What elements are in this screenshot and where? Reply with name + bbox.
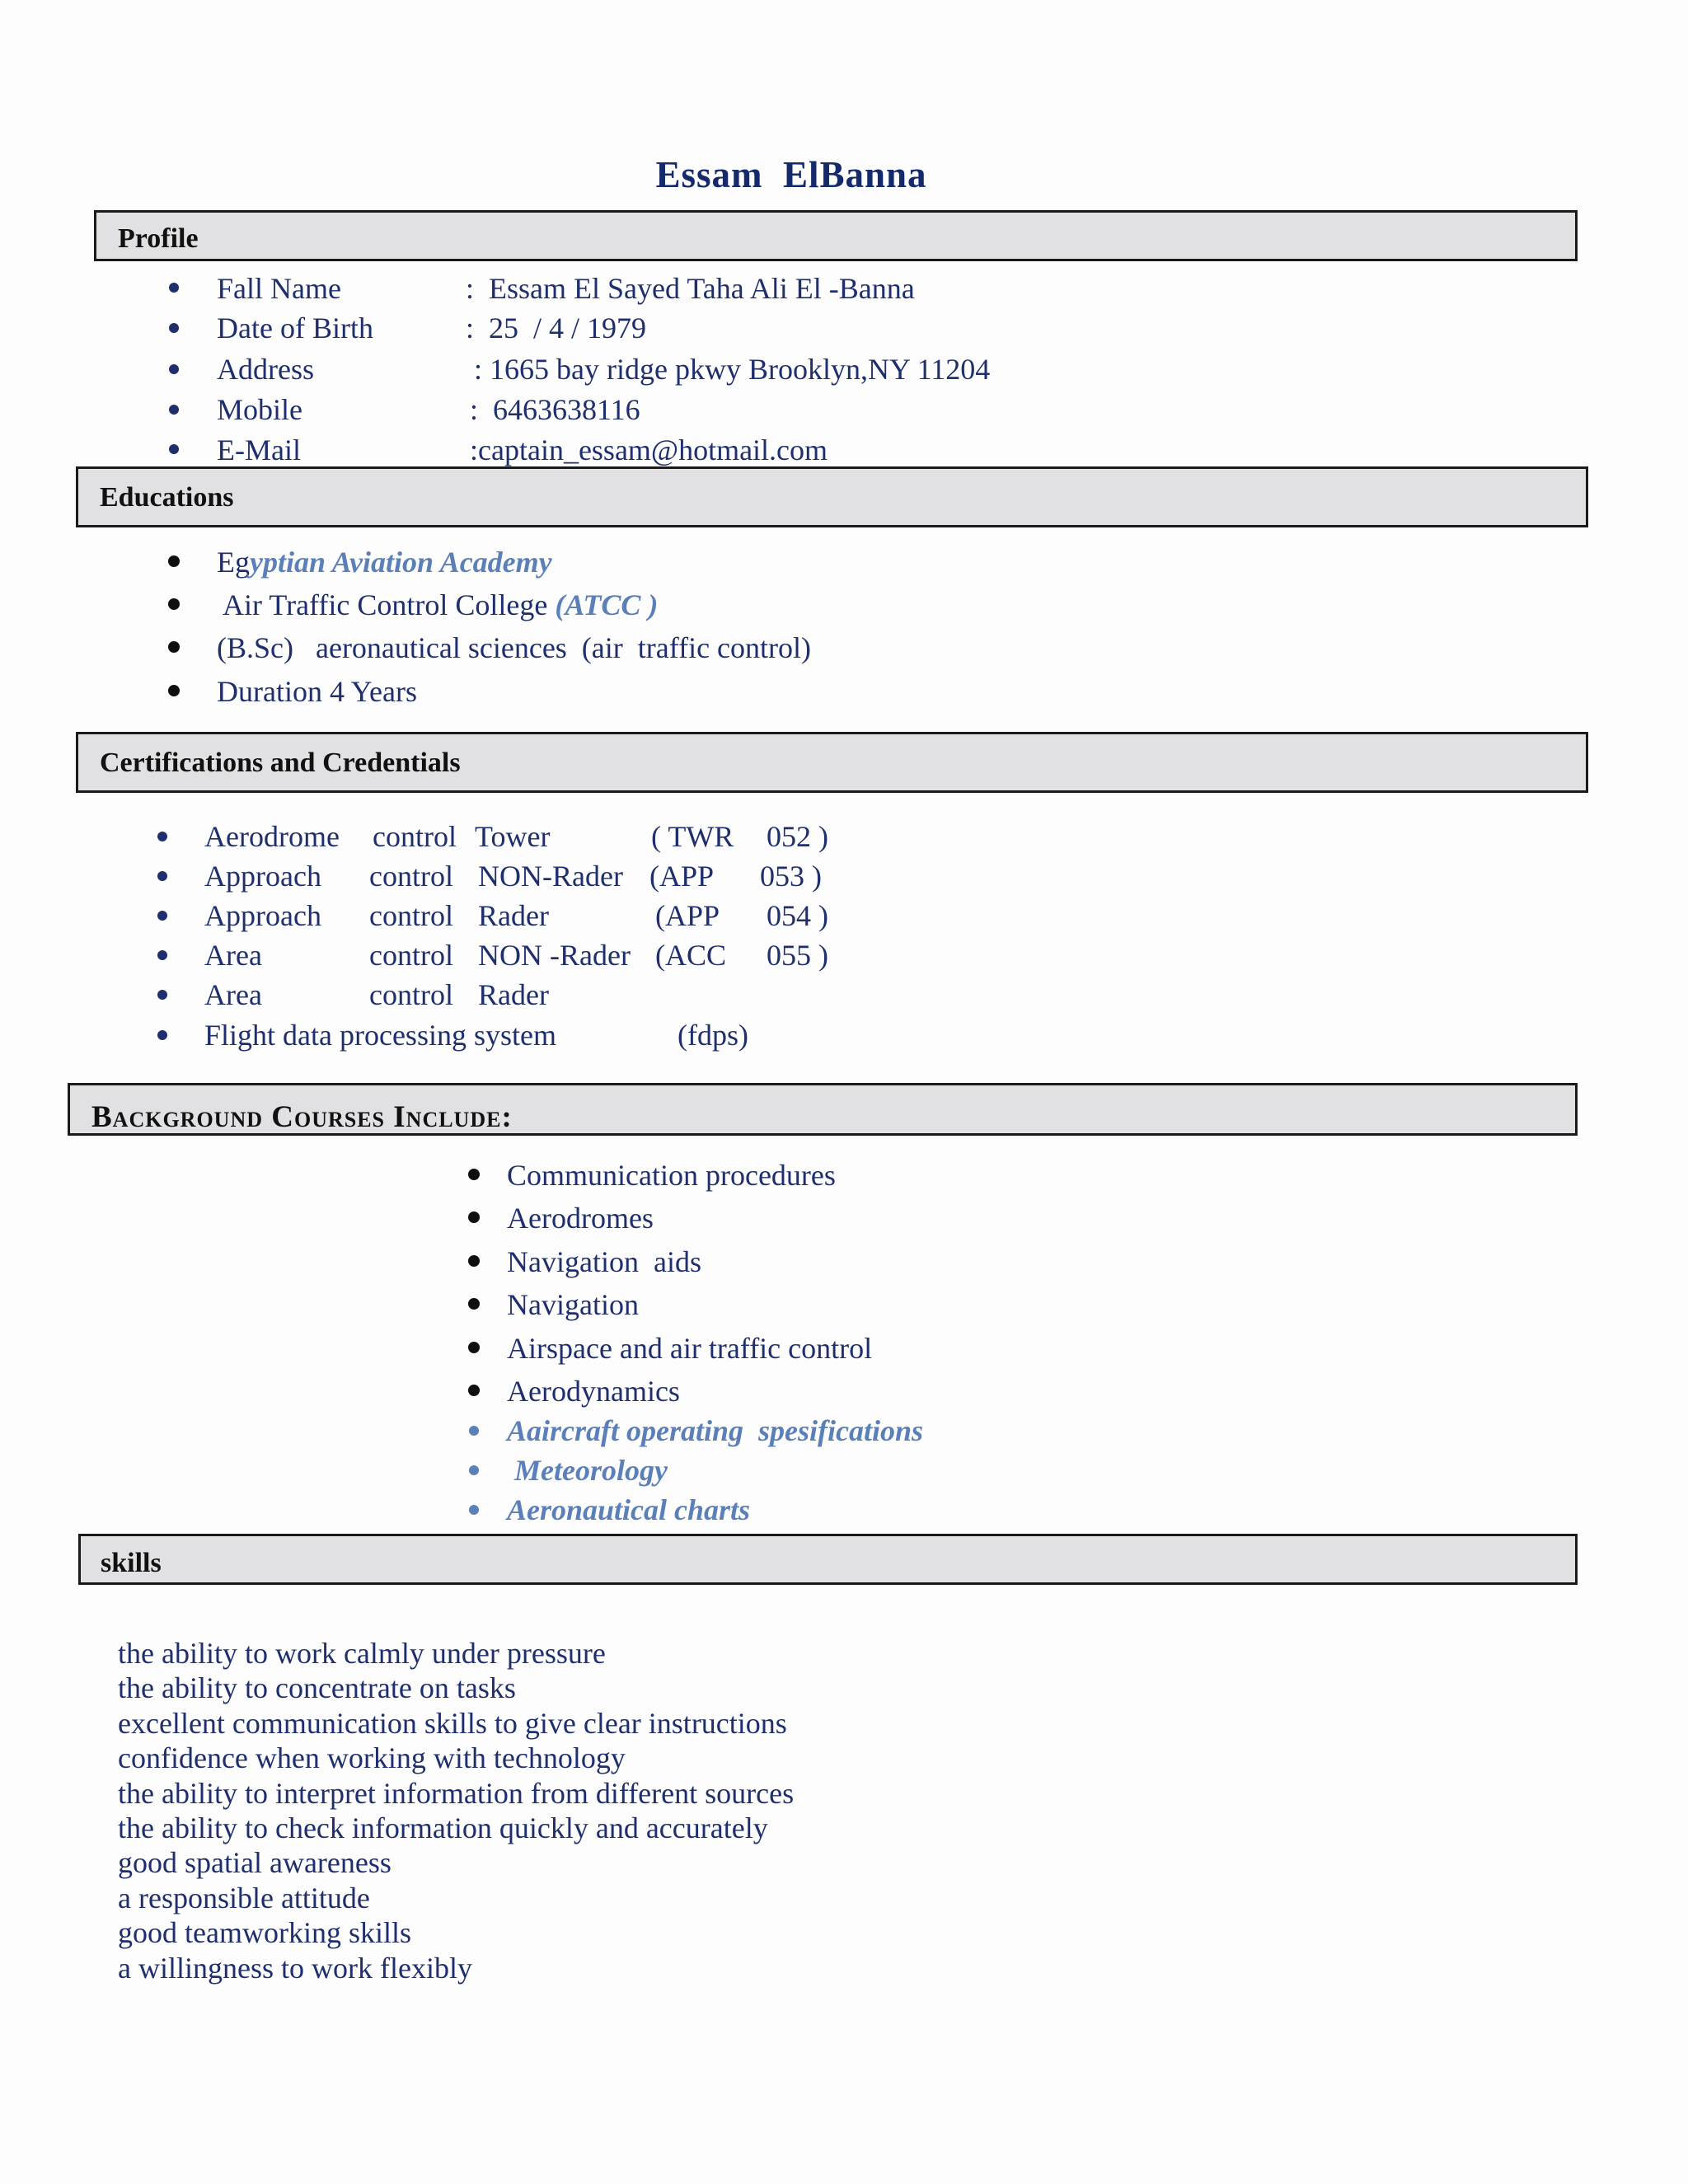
bullet-icon — [157, 871, 167, 881]
education-prefix: Air Traffic Control College — [217, 588, 556, 621]
bullet-icon — [468, 1255, 480, 1267]
cert-code: 054 ) — [767, 899, 828, 932]
profile-label: Address — [217, 353, 314, 386]
education-emphasis: yptian Aviation Academy — [250, 546, 552, 579]
cert-unit: (APP — [655, 899, 720, 932]
cert-type: Aerodrome — [204, 820, 340, 853]
cert-mode: Tower — [475, 820, 551, 853]
skill-item: good teamworking skills — [118, 1916, 411, 1949]
cert-control: control — [373, 820, 457, 853]
bullet-icon — [157, 832, 167, 841]
cert-mode: NON-Rader — [478, 860, 623, 893]
bullet-icon — [157, 990, 167, 1000]
bullet-icon — [157, 1030, 167, 1040]
skill-item: a responsible attitude — [118, 1882, 370, 1915]
bullet-icon — [168, 555, 180, 567]
bullet-icon — [469, 1465, 479, 1475]
skills-heading: skills — [101, 1548, 162, 1578]
cert-code: 052 ) — [767, 820, 828, 853]
background-heading-box — [68, 1083, 1578, 1136]
bullet-icon — [469, 1505, 479, 1515]
bullet-icon — [468, 1342, 480, 1353]
bullet-icon — [169, 444, 179, 454]
course-label: Aerodynamics — [507, 1375, 680, 1408]
bullet-icon — [168, 685, 180, 696]
cert-control: control — [369, 939, 453, 972]
profile-heading-box — [94, 210, 1578, 261]
bullet-icon — [168, 641, 180, 653]
course-label: Communication procedures — [507, 1159, 836, 1192]
cert-unit: (APP — [649, 860, 715, 893]
profile-value: : 1665 bay ridge pkwy Brooklyn,NY 11204 — [474, 353, 991, 386]
skills-heading-box — [78, 1534, 1578, 1585]
skill-item: the ability to concentrate on tasks — [118, 1671, 516, 1704]
profile-heading: Profile — [118, 223, 199, 254]
skill-item: the ability to work calmly under pressure — [118, 1637, 606, 1670]
education-heading: Educations — [100, 482, 234, 513]
education-heading-box — [76, 466, 1588, 527]
cert-control: control — [369, 860, 453, 893]
course-label: Aaircraft operating spesifications — [507, 1414, 924, 1447]
bullet-icon — [168, 598, 180, 610]
bullet-icon — [157, 911, 167, 921]
background-heading: Background Courses Include: — [91, 1100, 513, 1134]
cert-type: Area — [204, 939, 262, 972]
bullet-icon — [157, 950, 167, 960]
cert-mode: Rader — [478, 899, 549, 932]
profile-label: E-Mail — [217, 434, 301, 466]
bullet-icon — [468, 1169, 480, 1180]
profile-value: : Essam El Sayed Taha Ali El -Banna — [466, 272, 915, 305]
course-label: Navigation aids — [507, 1245, 701, 1278]
profile-label: Fall Name — [217, 272, 341, 305]
course-label: Meteorology — [507, 1454, 668, 1487]
bullet-icon — [468, 1212, 480, 1223]
profile-value: : 6463638116 — [470, 393, 640, 426]
cert-mode: NON -Rader — [478, 939, 631, 972]
cert-unit: ( TWR — [651, 820, 734, 853]
cert-unit: (fdps) — [678, 1019, 748, 1052]
education-emphasis: (ATCC ) — [555, 588, 659, 621]
course-label: Aeronautical charts — [507, 1493, 751, 1526]
cert-control: control — [369, 899, 453, 932]
profile-label: Mobile — [217, 393, 302, 426]
bullet-icon — [468, 1298, 480, 1310]
course-label: Navigation — [507, 1288, 639, 1321]
skill-item: the ability to interpret information from different sources — [118, 1777, 795, 1810]
cert-mode: Rader — [478, 978, 549, 1011]
certifications-heading-box — [76, 732, 1588, 793]
skill-item: a willingness to work flexibly — [118, 1952, 472, 1985]
education-prefix: Eg — [217, 546, 250, 579]
bullet-icon — [169, 323, 179, 333]
bullet-icon — [169, 405, 179, 415]
education-text: (B.Sc) aeronautical sciences (air traffic control) — [217, 631, 812, 664]
cert-code: 055 ) — [767, 939, 828, 972]
cert-code: 053 ) — [760, 860, 822, 893]
cert-unit: (ACC — [655, 939, 727, 972]
course-label: Airspace and air traffic control — [507, 1332, 873, 1365]
profile-email: :captain_essam@hotmail.com — [470, 434, 828, 466]
skill-item: excellent communication skills to give clear instructions — [118, 1707, 787, 1740]
education-text — [217, 590, 658, 620]
bullet-icon — [469, 1426, 479, 1436]
education-text: Duration 4 Years — [217, 675, 417, 708]
course-label: Aerodromes — [507, 1202, 654, 1235]
cert-type: Area — [204, 978, 262, 1011]
certifications-heading: Certifications and Credentials — [100, 748, 461, 778]
profile-label: Date of Birth — [217, 312, 373, 344]
cert-control: control — [369, 978, 453, 1011]
cert-type: Approach — [204, 860, 321, 893]
cert-type: Flight data processing system — [204, 1019, 556, 1052]
resume-name: Essam ElBanna — [655, 154, 927, 195]
cert-type: Approach — [204, 899, 321, 932]
profile-value: : 25 / 4 / 1979 — [466, 312, 647, 344]
bullet-icon — [468, 1385, 480, 1396]
skill-item: good spatial awareness — [118, 1846, 392, 1879]
skill-item: the ability to check information quickly and accurately — [118, 1811, 768, 1844]
bullet-icon — [169, 364, 179, 374]
education-text — [217, 547, 552, 577]
bullet-icon — [169, 283, 179, 293]
skill-item: confidence when working with technology — [118, 1741, 626, 1774]
